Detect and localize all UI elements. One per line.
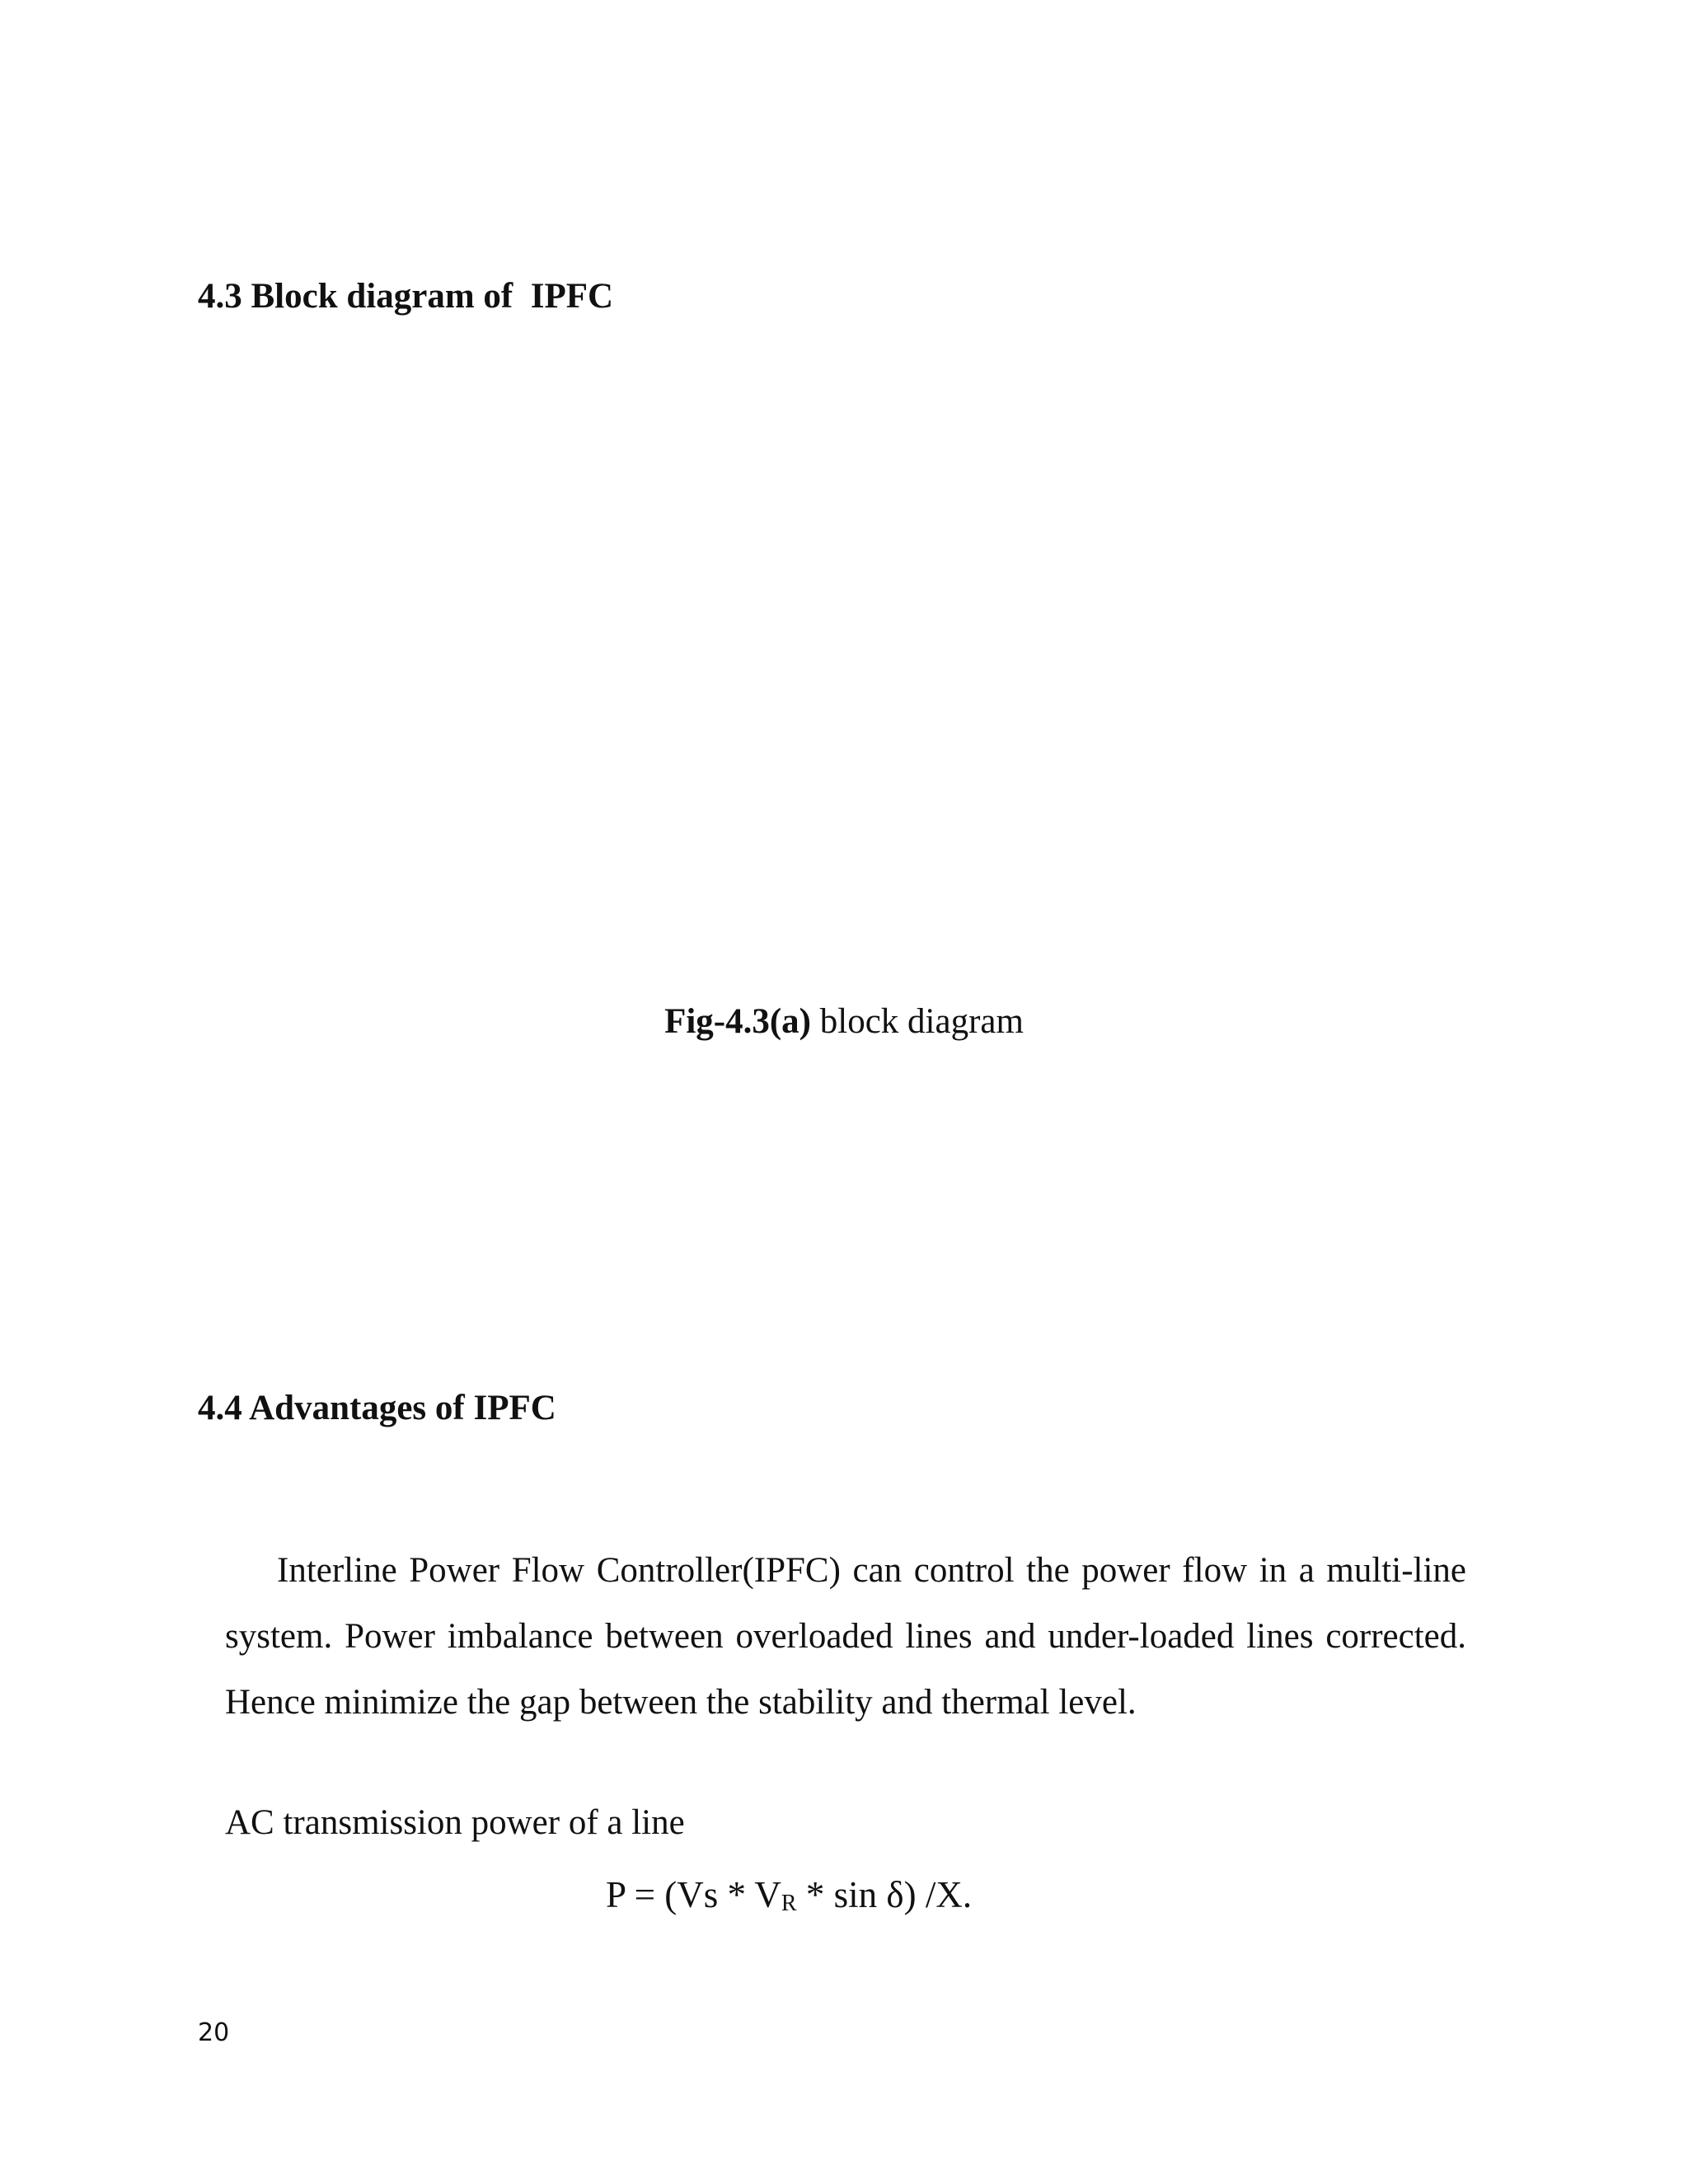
figure-caption-text: block diagram <box>811 1002 1024 1041</box>
transmission-power-label: AC transmission power of a line <box>225 1803 685 1842</box>
advantages-paragraph <box>225 1538 1466 1736</box>
figure-placeholder <box>198 346 1492 989</box>
page-number: 20 <box>198 2018 230 2047</box>
equation-subscript: R <box>781 1891 797 1916</box>
figure-caption <box>0 1004 1688 1039</box>
power-equation <box>606 1874 973 1916</box>
section-heading-advantages: 4.4 Advantages of IPFC <box>198 1389 556 1427</box>
advantages-paragraph-text: Interline Power Flow Controller(IPFC) can control the power flow in a multi-line system. Power imbalance between overloaded lines and under-loaded lines corrected. Hence minimize the gap between the stability and thermal level. <box>225 1551 1466 1722</box>
figure-caption-label: Fig-4.3(a) <box>664 1002 811 1041</box>
section-heading-block-diagram: 4.3 Block diagram of IPFC <box>198 277 614 316</box>
equation-rest: * sin δ) /X. <box>796 1874 973 1915</box>
equation-lhs: P = (Vs * V <box>606 1874 781 1915</box>
